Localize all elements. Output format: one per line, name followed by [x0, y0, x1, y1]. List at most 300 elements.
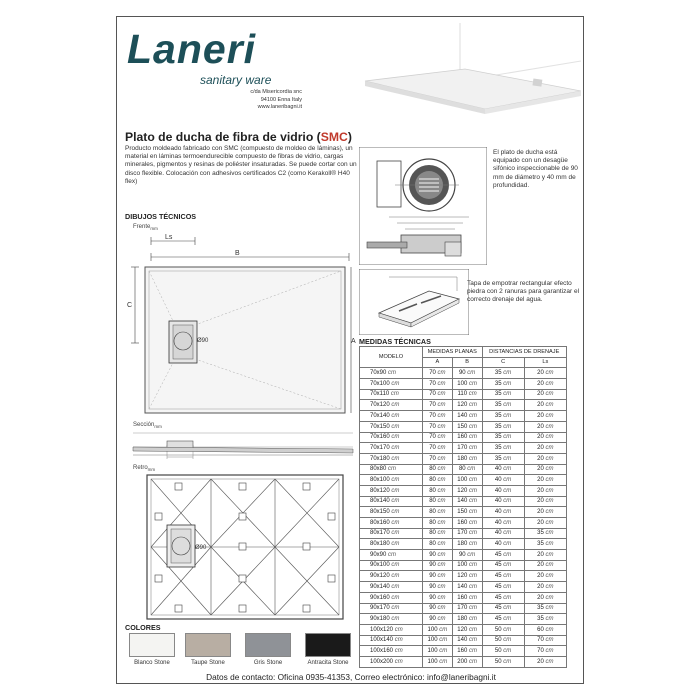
unit-label: cm [435, 551, 446, 558]
value-cell: 20 cm [524, 475, 566, 486]
value-cell: 20 cm [524, 550, 566, 561]
table-row [360, 560, 567, 571]
value-cell: 20 cm [524, 421, 566, 432]
unit-label: cm [543, 444, 554, 451]
unit-label: cm [467, 530, 477, 537]
unit-label: cm [389, 455, 400, 462]
unit-label: cm [467, 476, 477, 483]
value-cell: 20 cm [524, 571, 566, 582]
unit-label: cm [389, 402, 400, 409]
model-cell: 90x140 cm [360, 582, 423, 593]
value-cell: 50 cm [482, 646, 524, 657]
unit-label: cm [543, 423, 554, 430]
value-cell: 170 cm [452, 603, 482, 614]
value-cell: 170 cm [452, 443, 482, 454]
table-row [360, 592, 567, 603]
table-row [360, 507, 567, 518]
table-row [360, 368, 567, 379]
value-cell: 70 cm [423, 443, 453, 454]
unit-label: cm [543, 573, 554, 580]
unit-label: cm [543, 402, 554, 409]
model-cell: 90x170 cm [360, 603, 423, 614]
col-c-header: C [482, 357, 524, 368]
unit-label: cm [501, 423, 512, 430]
value-cell: 40 cm [482, 507, 524, 518]
value-cell: 20 cm [524, 443, 566, 454]
back-drain-diameter: Ø90 [195, 545, 207, 551]
unit-label: cm [467, 605, 477, 612]
unit-label: cm [467, 412, 477, 419]
unit-label: cm [501, 541, 512, 548]
table-row [360, 614, 567, 625]
table-row [360, 453, 567, 464]
table-row [360, 400, 567, 411]
unit-label: cm [543, 455, 554, 462]
value-cell: 140 cm [452, 582, 482, 593]
unit-label: cm [393, 658, 403, 665]
value-cell: 90 cm [423, 603, 453, 614]
value-cell: 20 cm [524, 453, 566, 464]
col-model-header: MODELO [360, 347, 423, 368]
value-cell: 100 cm [423, 624, 453, 635]
model-cell: 70x150 cm [360, 421, 423, 432]
cover-note: Tapa de empotrar rectangular efecto piedra con 2 ranuras para garantizar el correcto drenaje del agua. [467, 280, 580, 304]
value-cell: 35 cm [482, 421, 524, 432]
unit-label: cm [467, 594, 477, 601]
unit-label: cm [435, 487, 446, 494]
unit-label: cm [389, 594, 400, 601]
unit-label: cm [435, 615, 446, 622]
section-view-label: Sección$_{mm}$ [133, 422, 162, 430]
unit-label: cm [501, 402, 512, 409]
unit-label: cm [389, 487, 400, 494]
value-cell: 40 cm [482, 464, 524, 475]
unit-label: cm [435, 509, 446, 516]
drain-note: El plato de ducha está equipado con un desagüe sifónico inspeccionable de 90 mm de diámetro y 40 mm de profundidad. [493, 149, 578, 189]
unit-label: cm [389, 562, 400, 569]
unit-label: cm [543, 615, 554, 622]
unit-label: cm [435, 466, 446, 473]
value-cell: 35 cm [482, 443, 524, 454]
unit-label: cm [501, 391, 512, 398]
unit-label: cm [435, 605, 446, 612]
unit-label: cm [389, 423, 400, 430]
value-cell: 140 cm [452, 635, 482, 646]
value-cell: 35 cm [482, 389, 524, 400]
value-cell: 45 cm [482, 614, 524, 625]
unit-label: cm [543, 434, 554, 441]
unit-label: cm [543, 626, 554, 633]
value-cell: 45 cm [482, 592, 524, 603]
color-label: Taupe Stone [191, 660, 225, 666]
model-cell: 90x90 cm [360, 550, 423, 561]
unit-label: cm [501, 487, 512, 494]
table-row [360, 656, 567, 667]
unit-label: cm [386, 466, 397, 473]
table-row [360, 646, 567, 657]
unit-label: cm [543, 562, 554, 569]
value-cell: 80 cm [423, 507, 453, 518]
value-cell: 35 cm [524, 539, 566, 550]
unit-label: cm [501, 380, 512, 387]
unit-label: cm [389, 434, 400, 441]
unit-label: cm [467, 434, 477, 441]
unit-label: cm [467, 615, 477, 622]
unit-label: cm [467, 487, 477, 494]
brand-logo: Laneri [127, 26, 257, 72]
unit-label: cm [501, 647, 512, 654]
table-row [360, 603, 567, 614]
unit-label: cm [389, 605, 400, 612]
value-cell: 45 cm [482, 571, 524, 582]
table-row [360, 518, 567, 529]
unit-label: cm [501, 573, 512, 580]
model-cell: 80x80 cm [360, 464, 423, 475]
unit-label: cm [501, 658, 512, 665]
model-cell: 80x150 cm [360, 507, 423, 518]
unit-label: cm [435, 412, 446, 419]
unit-label: cm [501, 615, 512, 622]
unit-label: cm [543, 487, 554, 494]
cover-drawing [359, 269, 469, 335]
value-cell: 20 cm [524, 592, 566, 603]
drawings-section-title: DIBUJOS TÉCNICOS [125, 212, 197, 221]
colors-title: COLORES [125, 623, 161, 632]
unit-label: cm [465, 551, 476, 558]
unit-label: cm [393, 626, 403, 633]
unit-label: cm [437, 626, 448, 633]
dim-c-label: C [127, 302, 133, 309]
table-row [360, 411, 567, 422]
model-cell: 90x180 cm [360, 614, 423, 625]
color-swatch-blanco [129, 633, 175, 657]
unit-label: cm [393, 637, 403, 644]
unit-label: cm [389, 498, 400, 505]
product-render-image [355, 21, 581, 131]
model-cell: 100x160 cm [360, 646, 423, 657]
value-cell: 170 cm [452, 528, 482, 539]
unit-label: cm [467, 647, 477, 654]
back-view-label: Retro$_{mm}$ [133, 465, 156, 473]
value-cell: 180 cm [452, 539, 482, 550]
unit-label: cm [389, 541, 400, 548]
value-cell: 70 cm [524, 635, 566, 646]
value-cell: 40 cm [482, 539, 524, 550]
unit-label: cm [501, 455, 512, 462]
dimensions-table [359, 346, 567, 668]
drain-drawing [359, 147, 487, 265]
unit-label: cm [435, 519, 446, 526]
value-cell: 90 cm [423, 571, 453, 582]
unit-label: cm [501, 530, 512, 537]
value-cell: 160 cm [452, 432, 482, 443]
unit-label: cm [435, 498, 446, 505]
value-cell: 45 cm [482, 560, 524, 571]
value-cell: 160 cm [452, 646, 482, 657]
value-cell: 100 cm [452, 379, 482, 390]
value-cell: 20 cm [524, 507, 566, 518]
front-drain-diameter: Ø90 [197, 338, 209, 344]
value-cell: 80 cm [423, 496, 453, 507]
unit-label: cm [467, 509, 477, 516]
unit-label: cm [543, 551, 554, 558]
unit-label: cm [501, 466, 512, 473]
value-cell: 50 cm [482, 635, 524, 646]
value-cell: 70 cm [524, 646, 566, 657]
value-cell: 35 cm [524, 603, 566, 614]
color-swatch-gris [245, 633, 291, 657]
unit-label: cm [435, 594, 446, 601]
unit-label: cm [435, 444, 446, 451]
unit-label: cm [386, 551, 397, 558]
unit-label: cm [467, 541, 477, 548]
unit-label: cm [543, 530, 554, 537]
value-cell: 90 cm [452, 368, 482, 379]
value-cell: 120 cm [452, 571, 482, 582]
group-drain-header: DISTANCIAS DE DRENAJE [482, 347, 567, 358]
unit-label: cm [435, 573, 446, 580]
value-cell: 90 cm [423, 582, 453, 593]
value-cell: 20 cm [524, 368, 566, 379]
unit-label: cm [501, 605, 512, 612]
table-row [360, 582, 567, 593]
color-swatch-taupe [185, 633, 231, 657]
group-flat-header: MEDIDAS PLANAS [423, 347, 483, 358]
value-cell: 90 cm [423, 592, 453, 603]
col-b-header: B [452, 357, 482, 368]
table-row [360, 389, 567, 400]
unit-label: cm [467, 380, 477, 387]
model-cell: 80x140 cm [360, 496, 423, 507]
section-view-drawing [127, 427, 357, 463]
value-cell: 35 cm [482, 400, 524, 411]
unit-label: cm [435, 380, 446, 387]
value-cell: 100 cm [452, 560, 482, 571]
value-cell: 80 cm [423, 464, 453, 475]
value-cell: 35 cm [482, 411, 524, 422]
unit-label: cm [467, 637, 477, 644]
unit-label: cm [435, 423, 446, 430]
model-cell: 70x180 cm [360, 453, 423, 464]
value-cell: 45 cm [482, 582, 524, 593]
unit-label: cm [437, 637, 448, 644]
value-cell: 40 cm [482, 518, 524, 529]
model-cell: 90x160 cm [360, 592, 423, 603]
table-row [360, 539, 567, 550]
unit-label: cm [467, 402, 477, 409]
unit-label: cm [467, 573, 477, 580]
product-title: Plato de ducha de fibra de vidrio (SMC) [125, 130, 352, 144]
unit-label: cm [435, 370, 446, 377]
model-cell: 70x160 cm [360, 432, 423, 443]
unit-label: cm [389, 530, 400, 537]
table-row [360, 443, 567, 454]
value-cell: 200 cm [452, 656, 482, 667]
unit-label: cm [543, 594, 554, 601]
unit-label: cm [543, 519, 554, 526]
smc-highlight: SMC [320, 130, 348, 144]
value-cell: 90 cm [423, 560, 453, 571]
unit-label: cm [543, 391, 554, 398]
unit-label: cm [501, 509, 512, 516]
dimensions-table-body [360, 368, 567, 667]
unit-label: cm [467, 519, 477, 526]
unit-label: cm [501, 637, 512, 644]
unit-label: cm [501, 551, 512, 558]
unit-label: cm [543, 637, 554, 644]
value-cell: 35 cm [482, 432, 524, 443]
value-cell: 70 cm [423, 389, 453, 400]
value-cell: 160 cm [452, 518, 482, 529]
value-cell: 180 cm [452, 453, 482, 464]
value-cell: 40 cm [482, 485, 524, 496]
value-cell: 80 cm [423, 475, 453, 486]
value-cell: 100 cm [423, 646, 453, 657]
unit-label: cm [435, 562, 446, 569]
model-cell: 70x90 cm [360, 368, 423, 379]
value-cell: 140 cm [452, 411, 482, 422]
unit-label: cm [389, 573, 400, 580]
table-row [360, 421, 567, 432]
dim-ls-label: Ls [165, 234, 173, 241]
model-cell: 90x100 cm [360, 560, 423, 571]
model-cell: 80x160 cm [360, 518, 423, 529]
value-cell: 60 cm [524, 624, 566, 635]
address-line: c/da Misericordia snc [250, 89, 302, 95]
dim-b-label: B [235, 250, 240, 257]
dim-a-label: A [351, 338, 356, 345]
table-title: MEDIDAS TÉCNICAS [359, 337, 431, 346]
color-label: Gris Stone [253, 660, 283, 666]
value-cell: 20 cm [524, 389, 566, 400]
unit-label: cm [389, 412, 400, 419]
value-cell: 120 cm [452, 624, 482, 635]
unit-label: cm [465, 370, 476, 377]
unit-label: cm [437, 658, 448, 665]
value-cell: 45 cm [482, 550, 524, 561]
unit-label: cm [435, 530, 446, 537]
value-cell: 35 cm [524, 528, 566, 539]
value-cell: 50 cm [482, 624, 524, 635]
value-cell: 90 cm [423, 550, 453, 561]
unit-label: cm [389, 615, 400, 622]
front-view-label: Frente$_{mm}$ [133, 224, 158, 232]
unit-label: cm [501, 434, 512, 441]
contact-line: Datos de contacto: Oficina 0935-41353, Correo electrónico: info@laneribagni.it [206, 672, 496, 682]
value-cell: 110 cm [452, 389, 482, 400]
table-row [360, 475, 567, 486]
unit-label: cm [501, 519, 512, 526]
value-cell: 100 cm [452, 475, 482, 486]
front-view-drawing [125, 231, 357, 419]
unit-label: cm [467, 658, 477, 665]
value-cell: 70 cm [423, 411, 453, 422]
unit-label: cm [437, 647, 448, 654]
value-cell: 100 cm [423, 656, 453, 667]
model-cell: 70x170 cm [360, 443, 423, 454]
unit-label: cm [501, 626, 512, 633]
model-cell: 80x170 cm [360, 528, 423, 539]
value-cell: 20 cm [524, 656, 566, 667]
unit-label: cm [543, 509, 554, 516]
unit-label: cm [435, 402, 446, 409]
product-description: Producto moldeado fabricado con SMC (compuesto de moldeo de láminas), un material en láminas termoendurecible compuesto de fibras de vidrio, cargas minerales, pigmentos y resinas de poliéster insaturadas. Se puede cortar con un disco flexible. Colocación con adhesivos certificados C2 (como Kerakoll® H40 flex) [125, 145, 357, 185]
value-cell: 150 cm [452, 507, 482, 518]
unit-label: cm [543, 647, 554, 654]
model-cell: 100x120 cm [360, 624, 423, 635]
address-line: 94100 Enna Italy [260, 96, 302, 103]
value-cell: 180 cm [452, 614, 482, 625]
value-cell: 40 cm [482, 475, 524, 486]
value-cell: 45 cm [482, 603, 524, 614]
unit-label: cm [543, 476, 554, 483]
value-cell: 120 cm [452, 485, 482, 496]
model-cell: 80x120 cm [360, 485, 423, 496]
value-cell: 35 cm [482, 368, 524, 379]
value-cell: 80 cm [423, 528, 453, 539]
unit-label: cm [501, 498, 512, 505]
model-cell: 70x120 cm [360, 400, 423, 411]
unit-label: cm [543, 498, 554, 505]
value-cell: 80 cm [423, 539, 453, 550]
color-label: Antracita Stone [307, 660, 349, 666]
unit-label: cm [389, 509, 400, 516]
value-cell: 35 cm [524, 614, 566, 625]
back-view-drawing [145, 473, 345, 621]
model-cell: 100x200 cm [360, 656, 423, 667]
unit-label: cm [467, 562, 477, 569]
value-cell: 35 cm [482, 453, 524, 464]
unit-label: cm [467, 423, 477, 430]
value-cell: 20 cm [524, 485, 566, 496]
value-cell: 70 cm [423, 400, 453, 411]
value-cell: 70 cm [423, 453, 453, 464]
unit-label: cm [465, 466, 476, 473]
value-cell: 80 cm [452, 464, 482, 475]
model-cell: 70x140 cm [360, 411, 423, 422]
unit-label: cm [435, 476, 446, 483]
value-cell: 80 cm [423, 485, 453, 496]
table-row [360, 624, 567, 635]
table-row [360, 464, 567, 475]
unit-label: cm [467, 626, 477, 633]
unit-label: cm [467, 391, 477, 398]
unit-label: cm [389, 583, 400, 590]
value-cell: 40 cm [482, 496, 524, 507]
unit-label: cm [543, 541, 554, 548]
table-row [360, 379, 567, 390]
unit-label: cm [467, 444, 477, 451]
unit-label: cm [501, 370, 512, 377]
col-a-header: A [423, 357, 453, 368]
unit-label: cm [543, 583, 554, 590]
col-ls-header: Ls [524, 357, 566, 368]
unit-label: cm [389, 519, 400, 526]
brand-address [212, 89, 302, 112]
unit-label: cm [435, 541, 446, 548]
unit-label: cm [501, 476, 512, 483]
value-cell: 90 cm [452, 550, 482, 561]
value-cell: 100 cm [423, 635, 453, 646]
value-cell: 40 cm [482, 528, 524, 539]
model-cell: 70x100 cm [360, 379, 423, 390]
model-cell: 90x120 cm [360, 571, 423, 582]
value-cell: 70 cm [423, 379, 453, 390]
value-cell: 20 cm [524, 560, 566, 571]
value-cell: 140 cm [452, 496, 482, 507]
unit-label: cm [501, 562, 512, 569]
value-cell: 20 cm [524, 379, 566, 390]
